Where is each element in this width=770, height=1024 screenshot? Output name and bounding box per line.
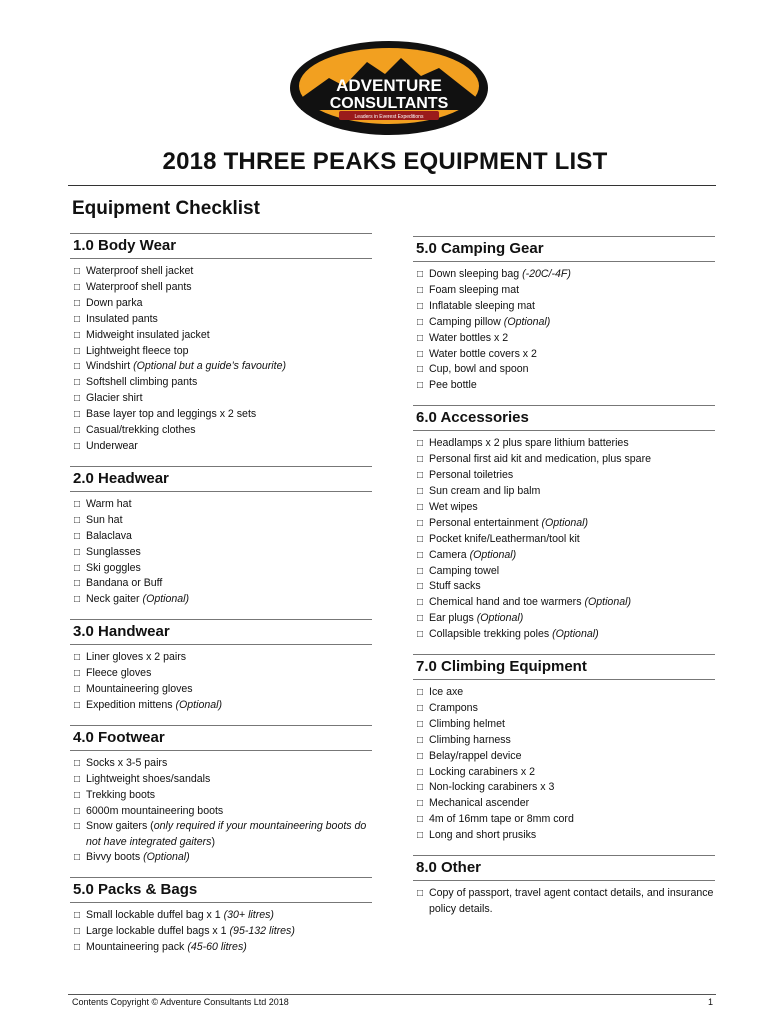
checkbox-icon[interactable]: □	[74, 440, 81, 452]
item-text: Pocket knife/Leatherman/tool kit	[429, 532, 580, 545]
item-text: Liner gloves x 2 pairs	[86, 651, 187, 664]
logo-line2: CONSULTANTS	[329, 95, 449, 112]
item-text: Climbing helmet	[429, 717, 505, 730]
item-text: Lightweight fleece top	[86, 344, 189, 357]
checklist-item	[417, 701, 715, 717]
checkbox-icon[interactable]: □	[417, 687, 424, 699]
checklist-item	[74, 375, 372, 391]
checkbox-icon[interactable]: □	[74, 652, 81, 664]
checkbox-icon[interactable]: □	[417, 830, 424, 842]
checklist-item	[74, 576, 372, 592]
item-text: Midweight insulated jacket	[86, 328, 210, 341]
checklist-item	[74, 280, 372, 296]
checklist	[70, 756, 372, 866]
item-text: Windshirt	[86, 360, 131, 373]
checklist-item	[417, 812, 715, 828]
item-text: Waterproof shell pants	[86, 280, 192, 293]
section-heading: 7.0 Climbing Equipment	[413, 654, 715, 680]
checkbox-icon[interactable]: □	[417, 750, 424, 762]
item-text: Inflatable sleeping mat	[429, 299, 536, 312]
item-note: only required if your mountaineering boots do not have integrated gaiters	[86, 820, 367, 849]
item-text: Bandana or Buff	[86, 577, 163, 590]
checklist	[70, 497, 372, 608]
checklist-section	[70, 877, 372, 956]
checkbox-icon[interactable]: □	[417, 348, 424, 360]
checkbox-icon[interactable]: □	[74, 789, 81, 801]
checkbox-icon[interactable]: □	[74, 578, 81, 590]
checkbox-icon[interactable]: □	[417, 549, 424, 561]
item-text: Non-locking carabiners x 3	[429, 781, 555, 794]
item-text: Down sleeping bag	[429, 268, 520, 280]
item-text: Collapsible trekking poles	[429, 628, 550, 641]
checkbox-icon[interactable]: □	[417, 485, 424, 497]
checklist-item	[74, 312, 372, 328]
item-note: (Optional)	[143, 851, 190, 864]
checklist-item	[417, 780, 715, 796]
checklist-item	[74, 439, 372, 455]
checkbox-icon[interactable]: □	[417, 284, 424, 296]
checklist	[413, 886, 715, 917]
footer-divider	[68, 994, 716, 995]
item-text: Casual/trekking clothes	[86, 424, 196, 437]
checkbox-icon[interactable]: □	[74, 757, 81, 769]
item-note: (Optional)	[175, 698, 223, 711]
item-text: Locking carabiners x 2	[429, 765, 535, 778]
item-text: Neck gaiter	[86, 593, 140, 606]
item-text: Personal entertainment	[429, 516, 539, 529]
checklist-item	[417, 331, 715, 347]
checkbox-icon[interactable]: □	[74, 498, 81, 510]
section-heading: 4.0 Footwear	[70, 725, 372, 751]
checkbox-icon[interactable]: □	[74, 926, 81, 938]
checklist-item	[417, 436, 715, 452]
checklist-item	[417, 595, 715, 611]
item-note: (Optional)	[469, 548, 517, 561]
item-text: Sunglasses	[86, 545, 141, 558]
checklist-item	[417, 717, 715, 733]
checklist	[70, 264, 372, 455]
item-note: (Optional)	[142, 593, 190, 606]
checkbox-icon[interactable]: □	[74, 699, 81, 711]
checkbox-icon[interactable]: □	[417, 597, 424, 609]
item-note: (Optional but a guide’s favourite)	[133, 360, 287, 373]
checkbox-icon[interactable]: □	[74, 684, 81, 696]
checklist-section	[413, 405, 715, 643]
item-text: Mountaineering pack	[86, 941, 185, 953]
item-text: Bivvy boots	[86, 851, 141, 864]
item-text: Mountaineering gloves	[86, 683, 193, 696]
item-text: Expedition mittens	[86, 698, 173, 711]
checklist-item	[417, 627, 715, 643]
item-text: Ice axe	[429, 686, 464, 699]
item-text: Foam sleeping mat	[429, 283, 520, 296]
item-text: Long and short prusiks	[429, 829, 537, 842]
checklist-item	[74, 940, 372, 956]
title-divider	[68, 185, 716, 186]
checklist-item	[417, 765, 715, 781]
item-note: (30+ litres)	[223, 909, 274, 922]
checkbox-icon[interactable]: □	[417, 332, 424, 344]
item-note: (Optional)	[541, 516, 589, 529]
item-text: Ear plugs	[429, 612, 474, 625]
checkbox-icon[interactable]: □	[417, 454, 424, 466]
item-text: 6000m mountaineering boots	[86, 804, 224, 817]
checklist-item	[417, 532, 715, 548]
checklist-item	[74, 497, 372, 513]
checklist-item	[74, 391, 372, 407]
checklist-item	[74, 407, 372, 423]
item-text: Personal first aid kit and medication, plus spare	[429, 453, 651, 466]
document-title: 2018 THREE PEAKS EQUIPMENT LIST	[162, 148, 608, 175]
item-text: 4m of 16mm tape or 8mm cord	[429, 813, 574, 826]
checklist	[70, 650, 372, 714]
item-text: Glacier shirt	[86, 392, 143, 405]
item-text: Copy of passport, travel agent contact details, and insurance policy details.	[429, 887, 714, 915]
checklist-item	[74, 296, 372, 312]
item-note: (-20C/-4F)	[522, 268, 571, 280]
checkbox-icon[interactable]: □	[74, 345, 81, 357]
checkbox-icon[interactable]: □	[74, 805, 81, 817]
checklist-item	[74, 344, 372, 360]
section-heading: 8.0 Other	[413, 855, 715, 881]
footer-copyright: Contents Copyright © Adventure Consultants Ltd 2018	[72, 997, 289, 1007]
item-text: Water bottles x 2	[429, 331, 509, 344]
checklist-section	[70, 466, 372, 608]
checklist	[413, 267, 715, 394]
checklist-item	[417, 267, 715, 283]
checkbox-icon[interactable]: □	[417, 501, 424, 513]
checkbox-icon[interactable]: □	[74, 530, 81, 542]
item-text: Waterproof shell jacket	[86, 265, 194, 277]
item-text: Headlamps x 2 plus spare lithium batteries	[429, 437, 629, 450]
page-number: 1	[708, 997, 714, 1007]
right-column	[413, 236, 715, 928]
checkbox-icon[interactable]: □	[74, 313, 81, 325]
checkbox-icon[interactable]: □	[417, 702, 424, 714]
checklist-item	[417, 611, 715, 627]
item-text: Warm hat	[86, 497, 132, 510]
checkbox-icon[interactable]: □	[74, 942, 81, 953]
item-text: Snow gaiters (	[86, 820, 154, 833]
item-suffix: )	[211, 836, 215, 849]
checklist-item	[417, 347, 715, 363]
checklist	[413, 685, 715, 844]
checklist-item	[417, 685, 715, 701]
checklist	[70, 908, 372, 956]
item-text: Camping towel	[429, 564, 500, 577]
checkbox-icon[interactable]: □	[74, 910, 81, 922]
checkbox-icon[interactable]: □	[417, 380, 424, 392]
item-text: Camping pillow	[429, 315, 501, 328]
checkbox-icon[interactable]: □	[417, 300, 424, 312]
item-text: Belay/rappel device	[429, 749, 522, 762]
checklist-item	[74, 545, 372, 561]
checklist-item	[74, 359, 372, 375]
checklist-item	[417, 516, 715, 532]
checklist-item	[417, 299, 715, 315]
checkbox-icon[interactable]: □	[417, 613, 424, 625]
checklist-item	[74, 788, 372, 804]
checklist-item	[417, 468, 715, 484]
checkbox-icon[interactable]: □	[417, 798, 424, 810]
item-text: Sun cream and lip balm	[429, 484, 541, 497]
checkbox-icon[interactable]: □	[74, 546, 81, 558]
item-text: Pee bottle	[429, 379, 477, 392]
checklist-section	[413, 855, 715, 917]
checklist-item	[417, 733, 715, 749]
checklist-item	[417, 564, 715, 580]
item-text: Stuff sacks	[429, 580, 481, 593]
checkbox-icon[interactable]: □	[74, 821, 81, 833]
checkbox-icon[interactable]: □	[417, 517, 424, 529]
checkbox-icon[interactable]: □	[74, 377, 81, 389]
left-column	[70, 233, 372, 967]
item-note: (45-60 litres)	[187, 941, 247, 953]
checklist-item	[74, 804, 372, 820]
item-text: Insulated pants	[86, 312, 158, 325]
checklist-section	[70, 725, 372, 866]
item-text: Climbing harness	[429, 733, 511, 746]
checklist-item	[74, 772, 372, 788]
checklist-item	[417, 548, 715, 564]
checklist-item	[417, 500, 715, 516]
checklist-item	[74, 529, 372, 545]
item-text: Personal toiletries	[429, 469, 514, 482]
checkbox-icon[interactable]: □	[417, 734, 424, 746]
item-note: (Optional)	[584, 596, 631, 609]
checklist	[413, 436, 715, 643]
section-heading: 6.0 Accessories	[413, 405, 715, 431]
logo-tagline: Leaders in Everest Expeditions	[354, 114, 424, 120]
checklist-item	[74, 423, 372, 439]
item-text: Trekking boots	[86, 788, 156, 801]
checklist-section	[70, 233, 372, 455]
checkbox-icon[interactable]: □	[74, 361, 81, 373]
item-text: Ski goggles	[86, 561, 141, 574]
checklist-item	[417, 828, 715, 844]
checklist-item	[74, 698, 372, 714]
checkbox-icon[interactable]: □	[74, 562, 81, 574]
checkbox-icon[interactable]: □	[417, 888, 424, 900]
item-text: Down parka	[86, 296, 143, 309]
document-subtitle: Equipment Checklist	[72, 198, 260, 219]
checklist-item	[417, 749, 715, 765]
item-note: (95-132 litres)	[229, 925, 295, 938]
item-note: (Optional)	[503, 315, 551, 328]
checkbox-icon[interactable]: □	[74, 594, 81, 606]
checkbox-icon[interactable]: □	[74, 773, 81, 785]
checklist-item	[74, 924, 372, 940]
section-heading: 3.0 Handwear	[70, 619, 372, 645]
checkbox-icon[interactable]: □	[417, 782, 424, 794]
checkbox-icon[interactable]: □	[74, 393, 81, 405]
checklist-item	[74, 328, 372, 344]
checklist-section	[413, 236, 715, 394]
checklist-item	[417, 886, 715, 917]
checkbox-icon[interactable]: □	[417, 581, 424, 593]
checkbox-icon[interactable]: □	[74, 266, 81, 277]
item-text: Socks x 3-5 pairs	[86, 756, 168, 769]
item-text: Balaclava	[86, 529, 132, 542]
checklist-item	[417, 362, 715, 378]
item-text: Lightweight shoes/sandals	[86, 772, 211, 785]
checkbox-icon[interactable]: □	[74, 425, 81, 437]
checkbox-icon[interactable]: □	[417, 629, 424, 641]
item-text: Sun hat	[86, 513, 123, 526]
section-heading: 2.0 Headwear	[70, 466, 372, 492]
item-note: (Optional)	[552, 628, 599, 641]
item-text: Water bottle covers x 2	[429, 347, 537, 360]
section-heading: 5.0 Camping Gear	[413, 236, 715, 262]
checklist-item	[74, 264, 372, 280]
checklist-item	[74, 819, 372, 850]
item-text: Camera	[429, 548, 467, 561]
item-text: Softshell climbing pants	[86, 376, 198, 389]
checklist-item	[74, 908, 372, 924]
checklist-item	[417, 484, 715, 500]
checkbox-icon[interactable]: □	[417, 364, 424, 376]
checklist-section	[70, 619, 372, 714]
checkbox-icon[interactable]: □	[74, 281, 81, 293]
checklist-section	[413, 654, 715, 844]
item-text: Cup, bowl and spoon	[429, 363, 529, 376]
checklist-item	[74, 756, 372, 772]
checklist-item	[417, 315, 715, 331]
item-text: Wet wipes	[429, 500, 478, 513]
checkbox-icon[interactable]: □	[417, 269, 424, 280]
checkbox-icon[interactable]: □	[417, 718, 424, 730]
checkbox-icon[interactable]: □	[74, 297, 81, 309]
checkbox-icon[interactable]: □	[417, 766, 424, 778]
item-text: Base layer top and leggings x 2 sets	[86, 408, 257, 421]
checkbox-icon[interactable]: □	[417, 470, 424, 482]
checkbox-icon[interactable]: □	[417, 565, 424, 577]
item-text: Crampons	[429, 701, 478, 714]
checkbox-icon[interactable]: □	[74, 409, 81, 421]
checklist-item	[417, 378, 715, 394]
item-text: Small lockable duffel bag x 1	[86, 909, 221, 922]
logo-line1: ADVENTURE	[336, 76, 442, 95]
checklist-item	[74, 650, 372, 666]
checklist-item	[74, 561, 372, 577]
company-logo	[289, 40, 489, 136]
checklist-item	[74, 513, 372, 529]
item-note: (Optional)	[476, 612, 524, 625]
checklist-item	[74, 850, 372, 866]
item-text: Mechanical ascender	[429, 797, 530, 810]
item-text: Chemical hand and toe warmers	[429, 596, 582, 609]
checklist-item	[74, 592, 372, 608]
checkbox-icon[interactable]: □	[417, 316, 424, 328]
section-heading: 1.0 Body Wear	[70, 233, 372, 259]
checkbox-icon[interactable]: □	[417, 438, 424, 450]
checkbox-icon[interactable]: □	[417, 533, 424, 545]
item-text: Fleece gloves	[86, 667, 152, 680]
checklist-item	[417, 452, 715, 468]
item-text: Underwear	[86, 439, 138, 452]
checkbox-icon[interactable]: □	[74, 514, 81, 526]
checklist-item	[74, 666, 372, 682]
checkbox-icon[interactable]: □	[74, 852, 81, 864]
checklist-item	[417, 796, 715, 812]
section-heading: 5.0 Packs & Bags	[70, 877, 372, 903]
checkbox-icon[interactable]: □	[74, 668, 81, 680]
item-text: Large lockable duffel bags x 1	[86, 925, 227, 938]
checkbox-icon[interactable]: □	[74, 329, 81, 341]
checklist-item	[417, 579, 715, 595]
checklist-item	[417, 283, 715, 299]
checklist-item	[74, 682, 372, 698]
checkbox-icon[interactable]: □	[417, 814, 424, 826]
